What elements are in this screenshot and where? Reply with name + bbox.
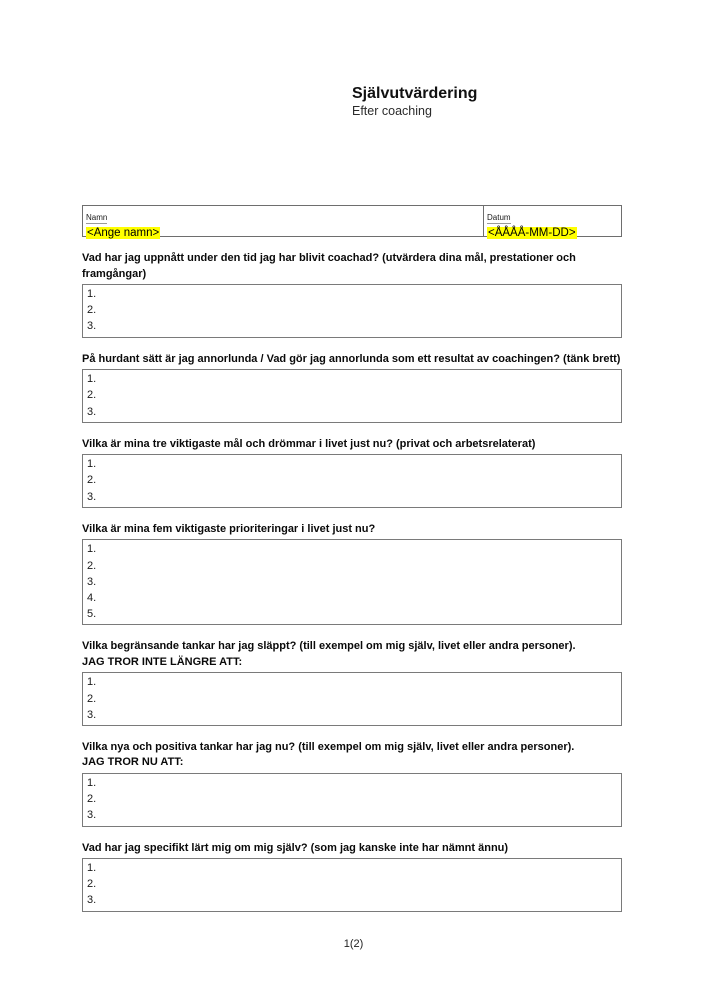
answer-line-6-2[interactable]: 2. bbox=[87, 793, 97, 806]
question-prompt bbox=[82, 639, 622, 670]
answer-line-3-2[interactable]: 2. bbox=[87, 474, 97, 487]
name-cell bbox=[83, 206, 484, 239]
answer-box bbox=[82, 858, 622, 912]
question-prompt-text: På hurdant sätt är jag annorlunda / Vad gör jag annorlunda som ett resultat av coachingen? (tänk brett) bbox=[82, 352, 621, 365]
answer-line-2-3[interactable]: 3. bbox=[87, 405, 97, 418]
question-prompt bbox=[82, 522, 622, 538]
question-prompt-text: Vilka begränsande tankar har jag släppt? (till exempel om mig själv, livet eller andra personer). bbox=[82, 640, 576, 653]
date-field[interactable]: <ÅÅÅÅ-MM-DD> bbox=[488, 227, 576, 239]
question-block bbox=[82, 639, 622, 726]
answer-line-5-2[interactable]: 2. bbox=[87, 692, 97, 705]
question-block bbox=[82, 437, 622, 508]
question-prompt bbox=[82, 251, 622, 282]
name-label: Namn bbox=[86, 213, 108, 222]
question-block bbox=[82, 251, 622, 338]
question-prompt bbox=[82, 841, 622, 857]
title-block bbox=[352, 84, 477, 119]
answer-box bbox=[82, 539, 622, 625]
answer-line-1-2[interactable]: 2. bbox=[87, 304, 97, 317]
questions-list bbox=[82, 251, 622, 926]
question-prompt-text: Vad har jag specifikt lärt mig om mig själv? (som jag kanske inte har nämnt ännu) bbox=[82, 841, 509, 854]
page-title: Självutvärdering bbox=[352, 85, 478, 102]
name-date-table bbox=[82, 205, 622, 237]
answer-line-4-2[interactable]: 2. bbox=[87, 559, 97, 572]
answer-line-3-1[interactable]: 1. bbox=[87, 458, 97, 471]
question-prompt bbox=[82, 352, 622, 368]
page-subtitle: Efter coaching bbox=[352, 104, 432, 118]
answer-line-1-1[interactable]: 1. bbox=[87, 288, 97, 300]
question-prompt-text: Vilka nya och positiva tankar har jag nu? (till exempel om mig själv, livet eller andra personer). bbox=[82, 740, 575, 753]
page-number: 1(2) bbox=[343, 938, 364, 950]
question-prompt-text: Vad har jag uppnått under den tid jag har blivit coachad? (utvärdera dina mål, prestationer och framgångar) bbox=[82, 252, 576, 280]
answer-line-4-4[interactable]: 4. bbox=[87, 591, 97, 604]
name-field[interactable]: <Ange namn> bbox=[87, 227, 160, 239]
answer-line-4-1[interactable]: 1. bbox=[87, 543, 97, 556]
question-block bbox=[82, 841, 622, 912]
answer-line-5-3[interactable]: 3. bbox=[87, 708, 97, 721]
answer-line-2-1[interactable]: 1. bbox=[87, 373, 97, 386]
answer-line-6-1[interactable]: 1. bbox=[87, 776, 97, 789]
answer-box bbox=[82, 672, 622, 726]
answer-line-7-1[interactable]: 1. bbox=[87, 862, 97, 875]
date-cell bbox=[484, 206, 621, 239]
answer-line-3-3[interactable]: 3. bbox=[87, 490, 97, 503]
answer-line-7-3[interactable]: 3. bbox=[87, 894, 97, 907]
answer-box bbox=[82, 369, 622, 423]
answer-box bbox=[82, 773, 622, 827]
answer-line-1-3[interactable]: 3. bbox=[87, 320, 97, 333]
answer-box bbox=[82, 284, 622, 338]
question-prompt bbox=[82, 740, 622, 771]
answer-line-5-1[interactable]: 1. bbox=[87, 676, 97, 689]
question-prompt-upper: JAG TROR INTE LÄNGRE ATT: bbox=[82, 655, 243, 668]
answer-box bbox=[82, 454, 622, 508]
answer-line-6-3[interactable]: 3. bbox=[87, 809, 97, 822]
answer-line-4-3[interactable]: 3. bbox=[87, 575, 97, 588]
question-prompt-text: Vilka är mina tre viktigaste mål och drömmar i livet just nu? (privat och arbetsrelaterat) bbox=[82, 437, 536, 450]
question-prompt-text: Vilka är mina fem viktigaste prioriteringar i livet just nu? bbox=[82, 522, 376, 535]
question-block bbox=[82, 522, 622, 626]
date-label: Datum bbox=[487, 213, 511, 222]
question-prompt-upper: JAG TROR NU ATT: bbox=[82, 756, 184, 769]
question-block bbox=[82, 740, 622, 827]
answer-line-4-5[interactable]: 5. bbox=[87, 608, 97, 621]
question-block bbox=[82, 352, 622, 423]
question-prompt bbox=[82, 437, 622, 453]
answer-line-2-2[interactable]: 2. bbox=[87, 389, 97, 402]
answer-line-7-2[interactable]: 2. bbox=[87, 878, 97, 891]
